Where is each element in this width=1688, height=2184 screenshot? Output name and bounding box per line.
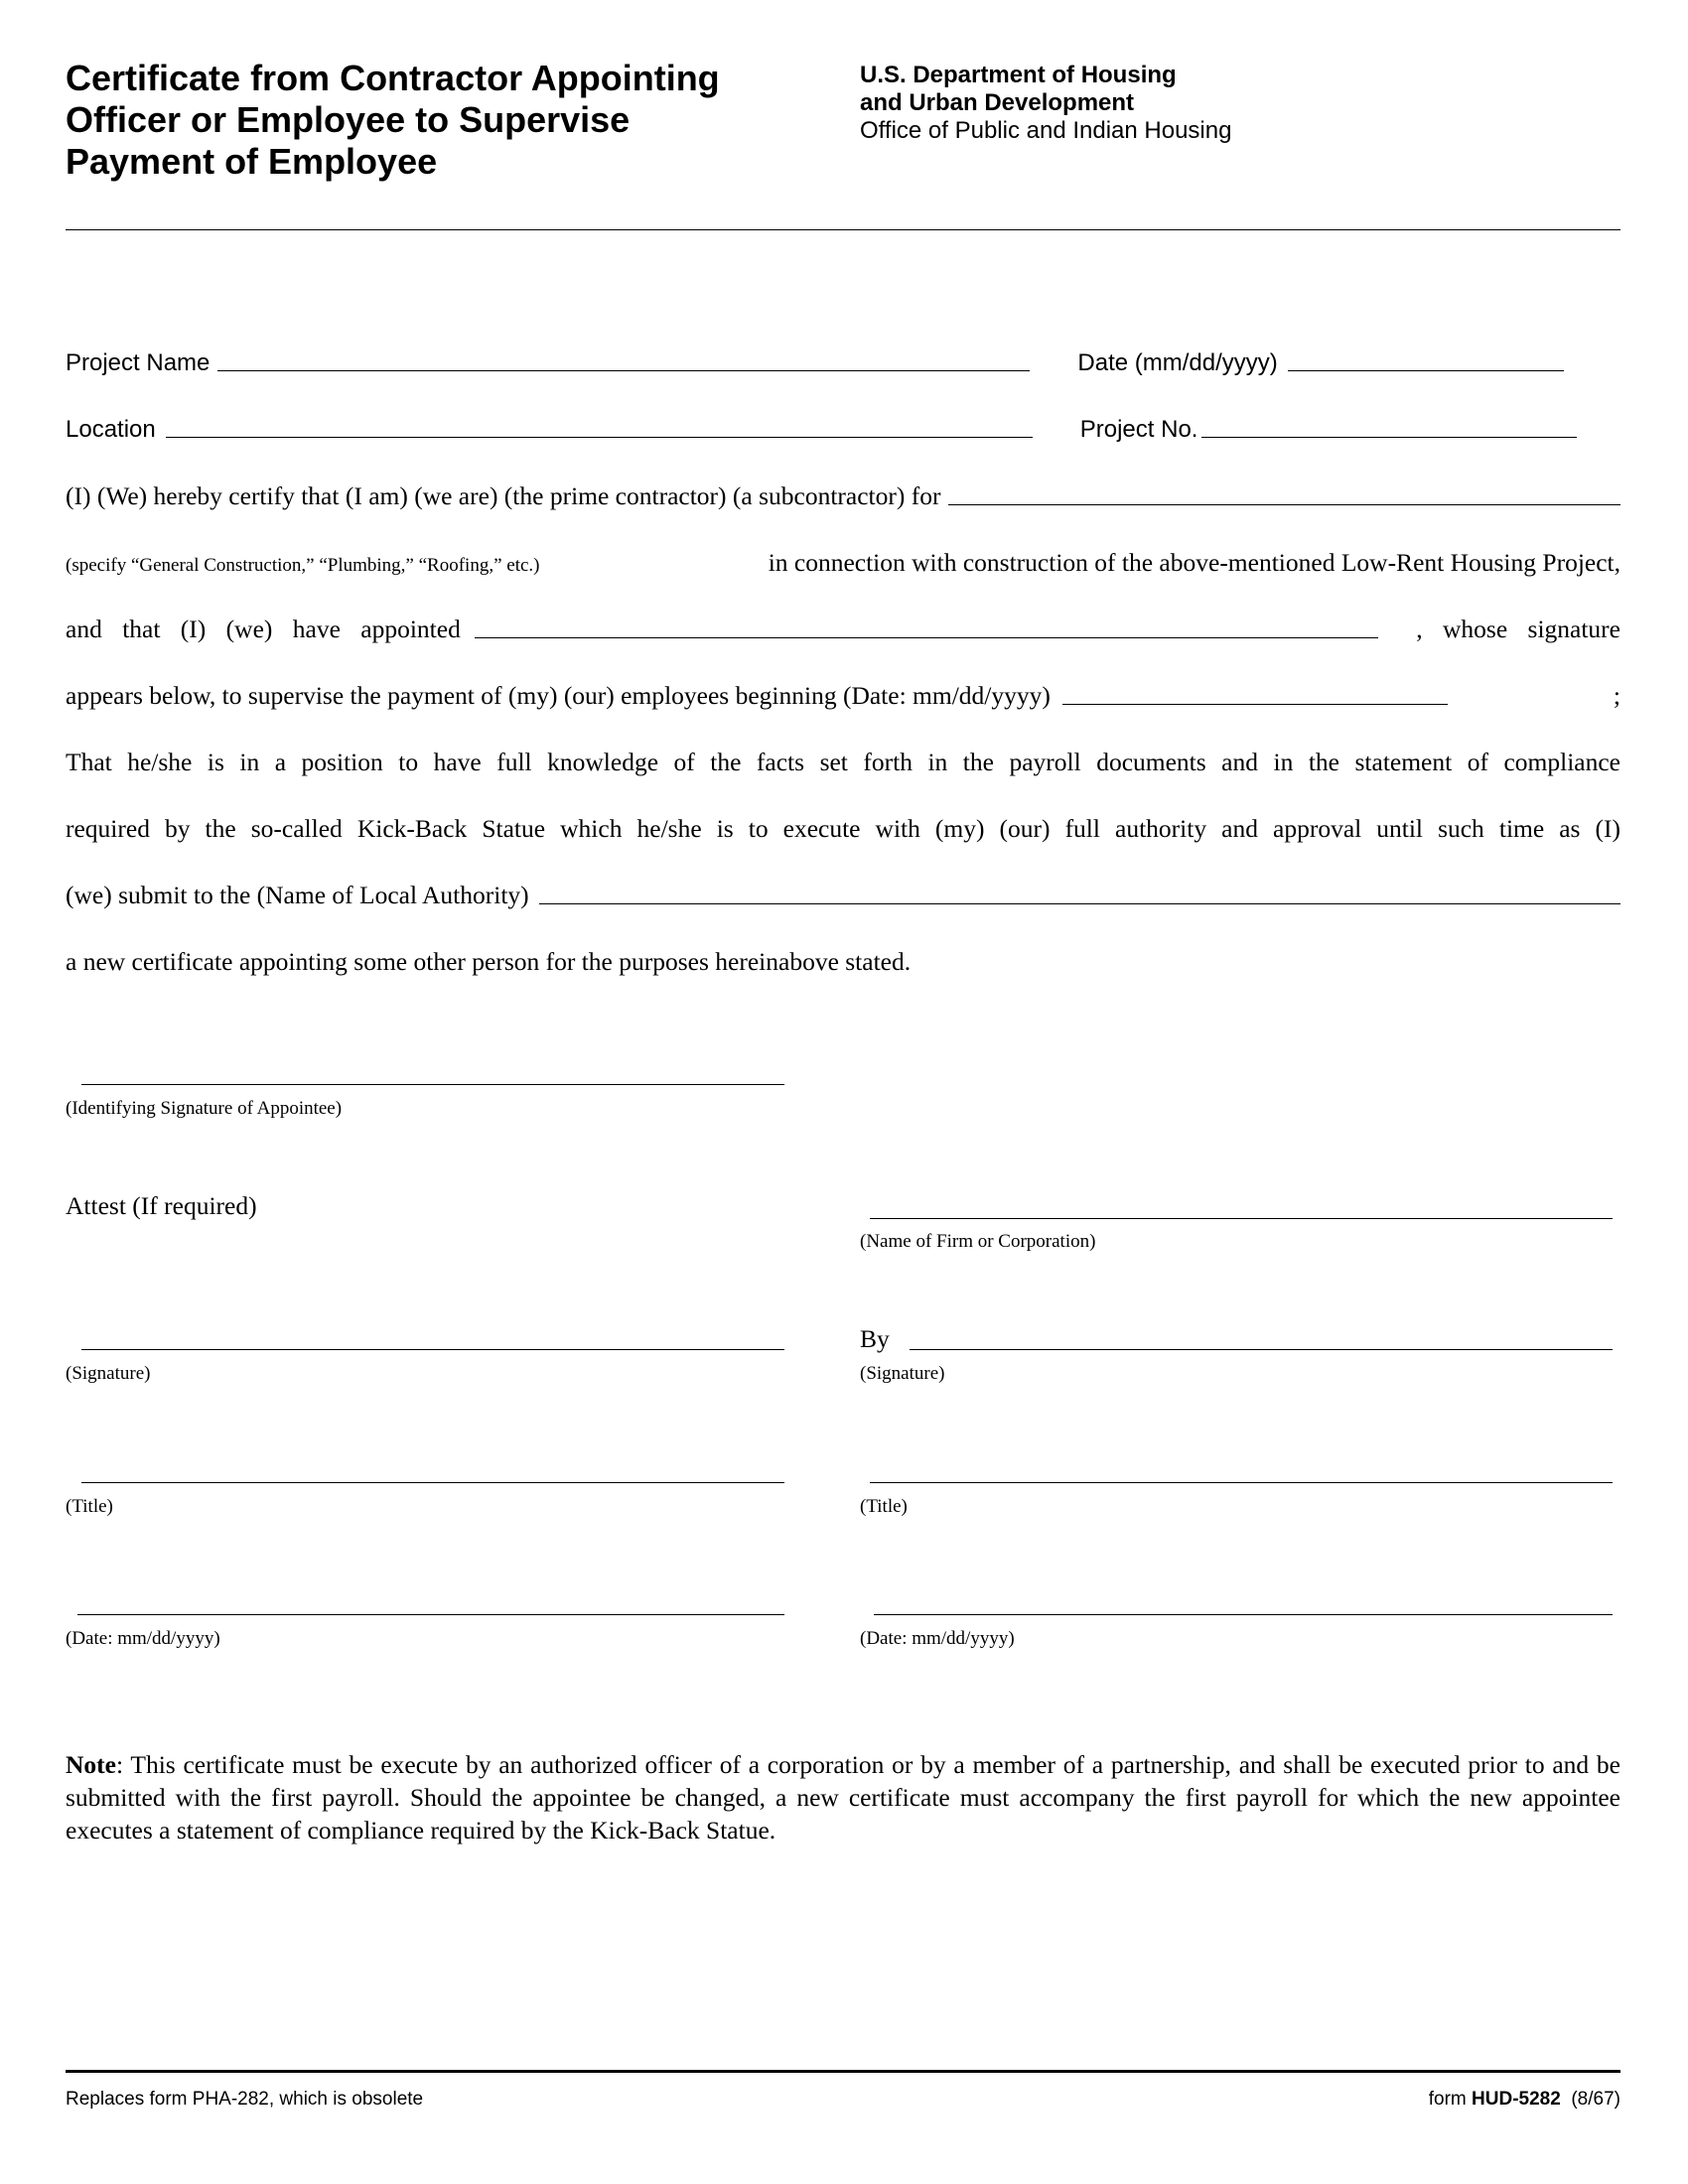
- agency-line-3: Office of Public and Indian Housing: [860, 117, 1232, 144]
- appointee-name-field[interactable]: [475, 637, 1378, 638]
- local-authority-field[interactable]: [539, 903, 1620, 904]
- header-divider: [66, 229, 1620, 230]
- body-line-1: [66, 481, 1620, 511]
- body-line-6: required by the so-called Kick-Back Statue which he/she is to execute with (my) (our) full authority and approval until such time as (I): [66, 814, 1620, 843]
- attest-date-line[interactable]: [77, 1614, 784, 1615]
- attest-title-caption: (Title): [66, 1496, 113, 1517]
- date-label: Date (mm/dd/yyyy): [1077, 349, 1278, 376]
- form-prefix: form: [1428, 2089, 1473, 2110]
- specify-hint: (specify “General Construction,” “Plumbing,” “Roofing,” etc.): [66, 555, 540, 576]
- supervise-text: appears below, to supervise the payment of (my) (our) employees beginning (Date: mm/dd/yyyy): [66, 681, 1051, 710]
- appointee-signature-line[interactable]: [81, 1084, 784, 1085]
- note-paragraph: [66, 1748, 1620, 1846]
- certify-text: (I) (We) hereby certify that (I am) (we are) (the prime contractor) (a subcontractor) for: [66, 481, 941, 510]
- location-label: Location: [66, 416, 156, 443]
- project-name-row: [66, 349, 1620, 377]
- connection-text: in connection with construction of the above-mentioned Low-Rent Housing Project,: [768, 548, 1620, 577]
- semicolon-text: ;: [1613, 681, 1620, 710]
- title-line-2: Officer or Employee to Supervise: [66, 99, 631, 140]
- footer-divider: [66, 2070, 1620, 2073]
- date-field[interactable]: [1288, 370, 1564, 371]
- note-text: : This certificate must be execute by an authorized officer of a corporation or by a member of a partnership, and shall be executed prior to and be submitted with the first payroll. Should the appointee be changed, a new certificate must accompany the first payroll for which the new appointee executes a statement of compliance required by the Kick-Back Statue.: [66, 1750, 1620, 1844]
- body-line-2: [66, 548, 1620, 578]
- whose-signature-text: , whose signature: [1416, 614, 1620, 643]
- title-line-1: Certificate from Contractor Appointing: [66, 58, 720, 98]
- appointed-text: and that (I) (we) have appointed: [66, 614, 461, 643]
- project-no-label: Project No.: [1079, 416, 1198, 443]
- form-number: [1429, 2089, 1620, 2111]
- appointee-signature-caption: (Identifying Signature of Appointee): [66, 1098, 343, 1119]
- by-title-line[interactable]: [870, 1482, 1613, 1483]
- form-id: HUD-5282: [1472, 2089, 1561, 2110]
- firm-name-line[interactable]: [870, 1218, 1613, 1219]
- attest-label: Attest (If required): [66, 1191, 257, 1220]
- project-name-label: Project Name: [66, 349, 211, 376]
- body-line-4: [66, 681, 1620, 711]
- attest-signature-caption: (Signature): [66, 1363, 151, 1384]
- by-date-line[interactable]: [874, 1614, 1613, 1615]
- form-date: (8/67): [1571, 2089, 1620, 2110]
- by-signature-line[interactable]: [910, 1349, 1613, 1350]
- local-authority-text: (we) submit to the (Name of Local Authority): [66, 881, 529, 909]
- by-signature-caption: (Signature): [860, 1363, 945, 1384]
- attest-signature-line[interactable]: [81, 1349, 784, 1350]
- agency-line-2: and Urban Development: [860, 89, 1135, 116]
- project-no-field[interactable]: [1201, 437, 1577, 438]
- body-line-3: [66, 614, 1620, 644]
- replaces-form-text: Replaces form PHA-282, which is obsolete: [66, 2089, 424, 2110]
- firm-name-caption: (Name of Firm or Corporation): [860, 1231, 1096, 1252]
- agency-block: [860, 62, 1231, 145]
- body-line-8: [66, 947, 1620, 977]
- attest-date-caption: (Date: mm/dd/yyyy): [66, 1628, 220, 1649]
- by-date-caption: (Date: mm/dd/yyyy): [860, 1628, 1015, 1649]
- title-line-3: Payment of Employee: [66, 141, 438, 182]
- by-title-caption: (Title): [860, 1496, 908, 1517]
- by-label: By: [860, 1324, 890, 1353]
- note-label: Note: [66, 1750, 116, 1779]
- form-title: [66, 58, 780, 183]
- location-row: [66, 416, 1620, 444]
- agency-line-1: U.S. Department of Housing: [860, 62, 1177, 88]
- new-certificate-text: a new certificate appointing some other person for the purposes hereinabove stated.: [66, 947, 912, 976]
- body-line-5: That he/she is in a position to have full knowledge of the facts set forth in the payroll documents and in the statement of compliance: [66, 748, 1620, 776]
- beginning-date-field[interactable]: [1062, 704, 1448, 705]
- attest-title-line[interactable]: [81, 1482, 784, 1483]
- project-name-field[interactable]: [217, 370, 1030, 371]
- trade-field[interactable]: [948, 504, 1620, 505]
- body-line-7: [66, 881, 1620, 910]
- location-field[interactable]: [166, 437, 1033, 438]
